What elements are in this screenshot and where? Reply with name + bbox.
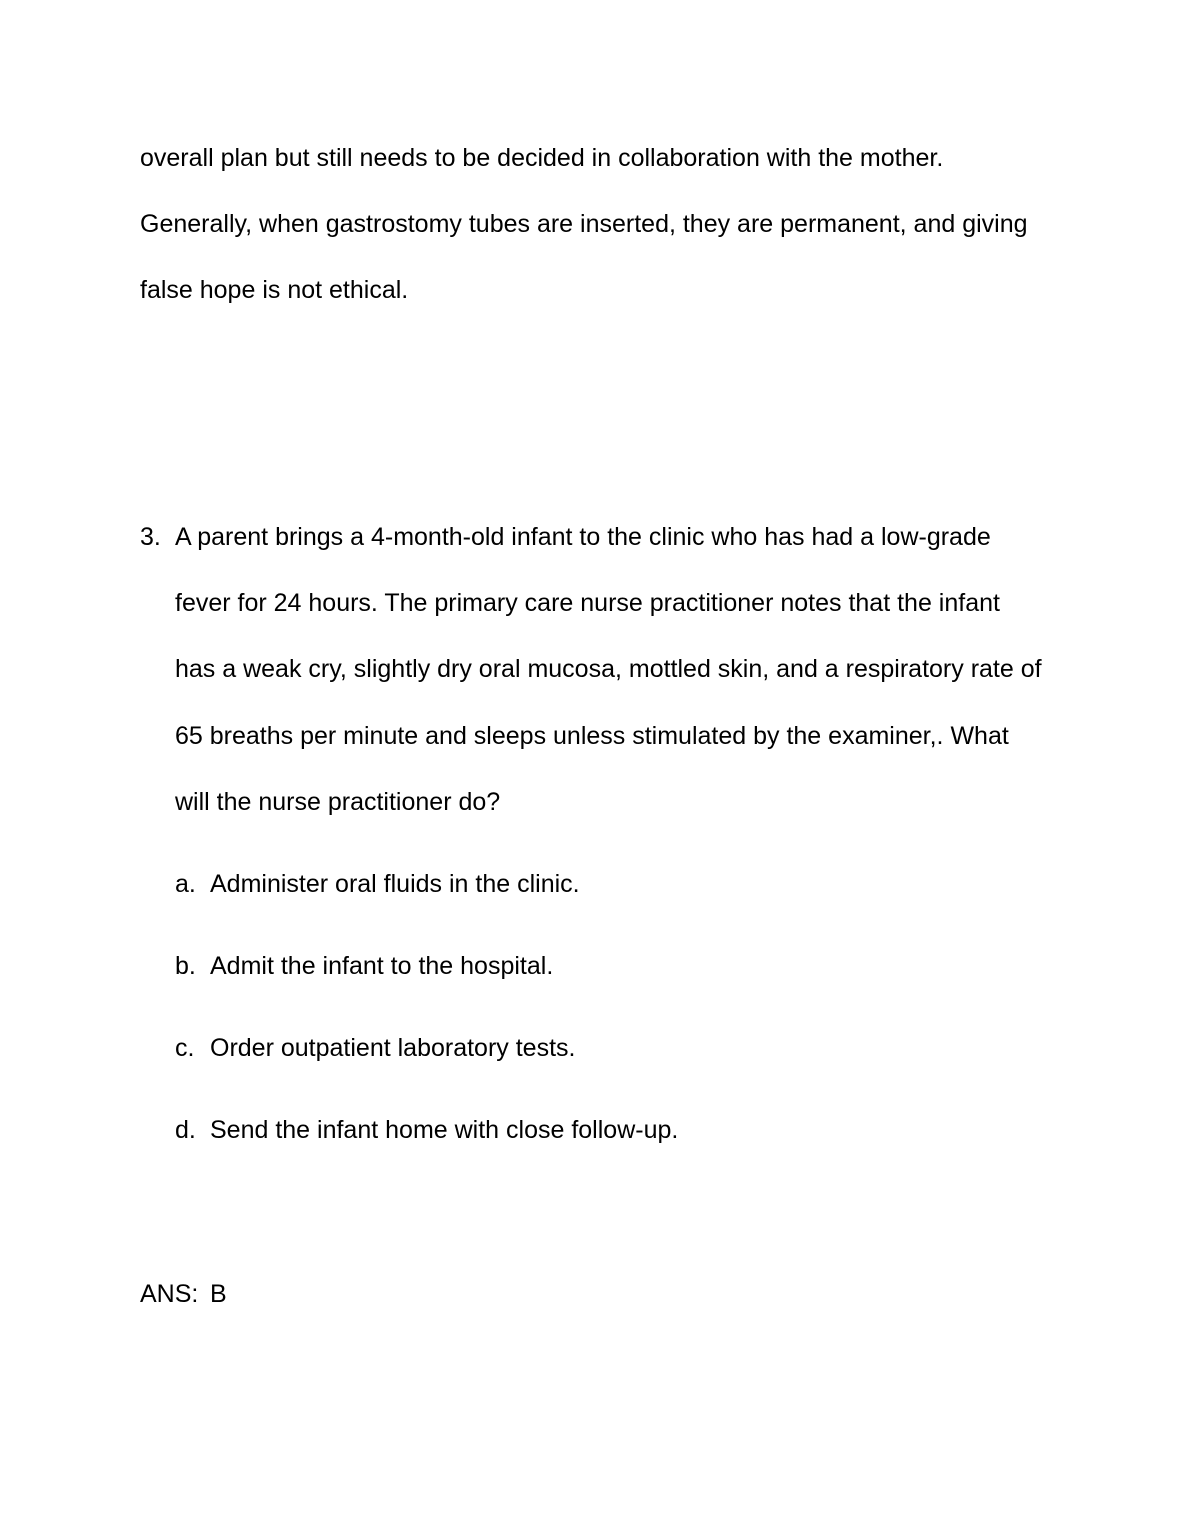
option-letter: b. <box>175 952 196 980</box>
intro-line: Generally, when gastrostomy tubes are inserted, they are permanent, and giving <box>140 210 1028 238</box>
option-text: Admit the infant to the hospital. <box>210 952 554 980</box>
option-text: Administer oral fluids in the clinic. <box>210 870 580 898</box>
option-letter: d. <box>175 1116 196 1144</box>
question-stem-line: A parent brings a 4-month-old infant to the clinic who has had a low-grade <box>175 523 991 551</box>
question-stem-line: fever for 24 hours. The primary care nurse practitioner notes that the infant <box>175 589 1000 617</box>
question-stem-line: 65 breaths per minute and sleeps unless stimulated by the examiner,. What <box>175 722 1009 750</box>
question-stem-line: has a weak cry, slightly dry oral mucosa, mottled skin, and a respiratory rate of <box>175 655 1042 683</box>
answer-value: B <box>210 1280 227 1308</box>
answer-label: ANS: <box>140 1280 199 1308</box>
question-number: 3. <box>140 523 161 551</box>
intro-line: overall plan but still needs to be decided in collaboration with the mother. <box>140 144 944 172</box>
option-letter: a. <box>175 870 196 898</box>
option-letter: c. <box>175 1034 195 1062</box>
question-stem-line: will the nurse practitioner do? <box>175 788 501 816</box>
option-text: Order outpatient laboratory tests. <box>210 1034 576 1062</box>
option-text: Send the infant home with close follow-up. <box>210 1116 679 1144</box>
intro-line: false hope is not ethical. <box>140 276 409 304</box>
